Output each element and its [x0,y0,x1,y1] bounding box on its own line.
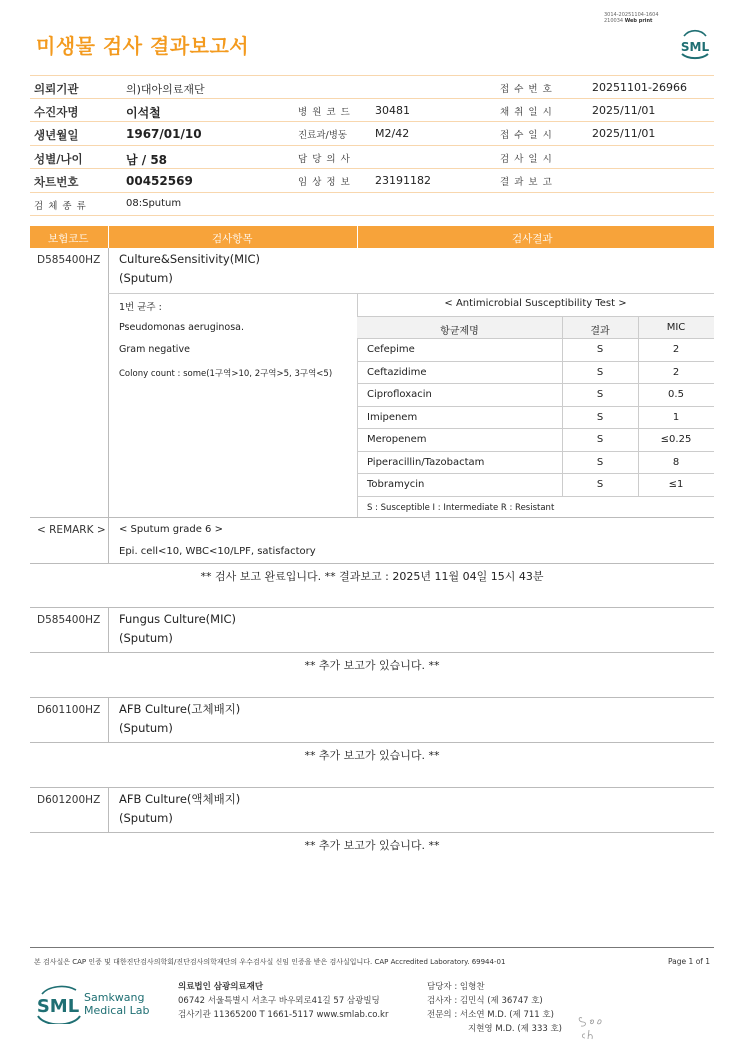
ast-result: S [596,389,604,400]
specimen-label: 검 체 종 류 [34,200,87,212]
name-label: 수진자명 [34,104,79,119]
test-name: Fungus Culture(MIC) [119,612,236,626]
organism-name: Pseudomonas aeruginosa. [119,322,244,333]
dept-label: 진료과/병동 [298,130,348,141]
additional-report-note: ** 추가 보고가 있습니다. ** [304,749,440,762]
test-specimen: (Sputum) [119,811,173,825]
specimen-value: 08:Sputum [126,197,182,209]
test-name: Culture&Sensitivity(MIC) [119,252,261,266]
ast-table [357,293,714,518]
ast-row [357,338,714,361]
patient-info-table [30,75,714,216]
logo-name-2: Medical Lab [84,1004,150,1017]
logo-mark-text: SML [36,996,80,1017]
test-block-afb-solid [30,697,714,743]
test-specimen: (Sputum) [119,271,173,285]
ast-result: S [596,344,604,355]
dept-value: M2/42 [375,127,410,140]
ast-mic: 0.5 [668,389,684,400]
ast-drug: Meropenem [367,434,427,445]
certification-text: 본 검사실은 CAP 인증 및 대한진단검사의학회/진단검사의학재단의 우수검사실 신임 인증을 받은 검사실입니다. CAP Accredited Laboratory. 69944-01 [34,958,506,966]
ast-mic: 2 [672,366,680,378]
print-id-line1: 3014-20251104-1604 [604,12,659,18]
ast-row [357,383,714,406]
lab-name: 의료법인 삼광의료재단 [178,982,264,992]
ast-drug: Piperacillin/Tazobactam [367,456,485,468]
lab-address: 06742 서울특별시 서초구 바우뫼로41길 57 삼광빌딩 [178,996,380,1006]
info-row [30,99,714,123]
page-title: 미생물 검사 결과보고서 [36,34,250,58]
received-date-label: 접 수 일 시 [500,130,553,141]
collected-value: 2025/11/01 [592,103,656,117]
ast-col-mic: MIC [666,321,686,333]
test-name: AFB Culture(고체배지) [119,702,241,716]
colony-count: Colony count : some(1구역>10, 2구역>5, 3구역<5) [119,369,333,379]
ast-header-row [357,316,714,339]
clinical-label: 임 상 정 보 [298,177,351,188]
staff-specialist-1: 전문의 : 서소연 M.D. (제 711 호) [427,1010,554,1020]
sex-age-value: 남 / 58 [126,152,168,167]
test-specimen: (Sputum) [119,631,173,645]
requester-value: 의)대아의료재단 [126,83,205,96]
ast-result: S [596,456,604,468]
samkwang-logo [36,982,156,1024]
ast-mic: 2 [672,344,680,355]
ast-result: S [596,479,604,490]
clinical-value: 23191182 [375,174,431,187]
doctor-label: 담 당 의 사 [298,153,351,165]
info-row [30,146,714,170]
ast-mic: 8 [672,456,680,468]
ast-col-drug: 항균제명 [440,325,479,337]
ast-row [357,361,714,384]
ast-drug: Imipenem [367,411,418,423]
test-block-afb-liquid [30,787,714,833]
ast-row [357,473,714,496]
collected-label: 채 취 일 시 [500,106,553,118]
info-row [30,122,714,146]
report-complete-note: ** 검사 보고 완료입니다. ** 결과보고 : 2025년 11월 04일 15시 43분 [200,570,544,583]
hospital-code-label: 병 원 코 드 [298,106,351,118]
header-code: 보험코드 [48,233,89,245]
remark-label: < REMARK > [37,524,106,536]
hospital-code-value: 30481 [375,103,410,117]
received-no-value: 20251101-26966 [592,81,687,94]
ast-drug: Cefepime [367,344,415,355]
header-result: 검사결과 [512,233,553,245]
info-row [30,75,714,99]
received-date-value: 2025/11/01 [592,127,656,140]
test-code: D601100HZ [37,704,101,716]
lab-info [178,980,388,1022]
requester-label: 의뢰기관 [34,82,79,96]
name-value: 이석철 [126,105,161,120]
test-block-fungus [30,607,714,653]
organism-title: 1번 균주 : [119,302,162,313]
result-header [30,226,714,248]
header-item: 검사항목 [212,233,253,245]
ast-drug: Ceftazidime [367,366,427,378]
ast-body [357,338,714,496]
logo-name-1: Samkwang [84,991,145,1004]
ast-legend: S : Susceptible I : Intermediate R : Resistant [357,496,714,518]
sex-age-label: 성별/나이 [34,151,83,166]
print-id [604,12,714,24]
staff-specialist-2: 지현영 M.D. (제 333 호) [468,1024,563,1034]
ast-mic: ≤1 [668,479,684,490]
test-code: D585400HZ [37,614,101,626]
ast-result: S [596,434,604,445]
ast-row [357,406,714,429]
signature-icon [576,1010,612,1042]
sml-logo-text: SML [680,40,710,54]
dob-label: 생년월일 [34,128,79,142]
chart-value: 00452569 [126,174,193,188]
gram-stain: Gram negative [119,344,190,355]
sml-logo-icon [676,26,714,64]
dob-value: 1967/01/10 [126,127,202,141]
remark-text: Epi. cell<10, WBC<10/LPF, satisfactory [119,546,316,557]
footer-divider [30,947,714,948]
report-label: 결 과 보 고 [500,177,553,188]
ast-drug: Ciprofloxacin [367,389,432,400]
staff-manager: 담당자 : 임형찬 [427,982,485,992]
lab-contact: 검사기관 11365200 T 1661-5117 www.smlab.co.kr [178,1010,389,1020]
print-id-line2: 210034 [604,18,624,24]
info-row [30,169,714,193]
ast-mic: 1 [672,411,680,423]
received-no-label: 접 수 번 호 [500,84,553,95]
remark-title: < Sputum grade 6 > [119,524,223,535]
tested-label: 검 사 일 시 [500,153,553,165]
chart-label: 차트번호 [34,175,79,189]
ast-result: S [596,366,604,378]
ast-mic: ≤0.25 [660,434,692,445]
ast-result: S [596,411,604,423]
web-print-mark: Web print [624,18,653,24]
additional-report-note: ** 추가 보고가 있습니다. ** [304,839,440,852]
test-specimen: (Sputum) [119,721,173,735]
ast-row [357,451,714,474]
info-row [30,193,714,217]
test-name: AFB Culture(액체배지) [119,792,241,806]
test-code: D585400HZ [37,254,101,266]
additional-report-note: ** 추가 보고가 있습니다. ** [304,659,440,672]
ast-row [357,428,714,451]
ast-col-result: 결과 [590,325,610,337]
test-code: D601200HZ [37,794,101,806]
staff-tester: 검사자 : 김민식 (제 36747 호) [427,996,543,1006]
ast-drug: Tobramycin [367,479,425,490]
ast-title: < Antimicrobial Susceptibility Test > [444,298,627,309]
page-number: Page 1 of 1 [668,957,711,966]
staff-info [427,980,562,1036]
